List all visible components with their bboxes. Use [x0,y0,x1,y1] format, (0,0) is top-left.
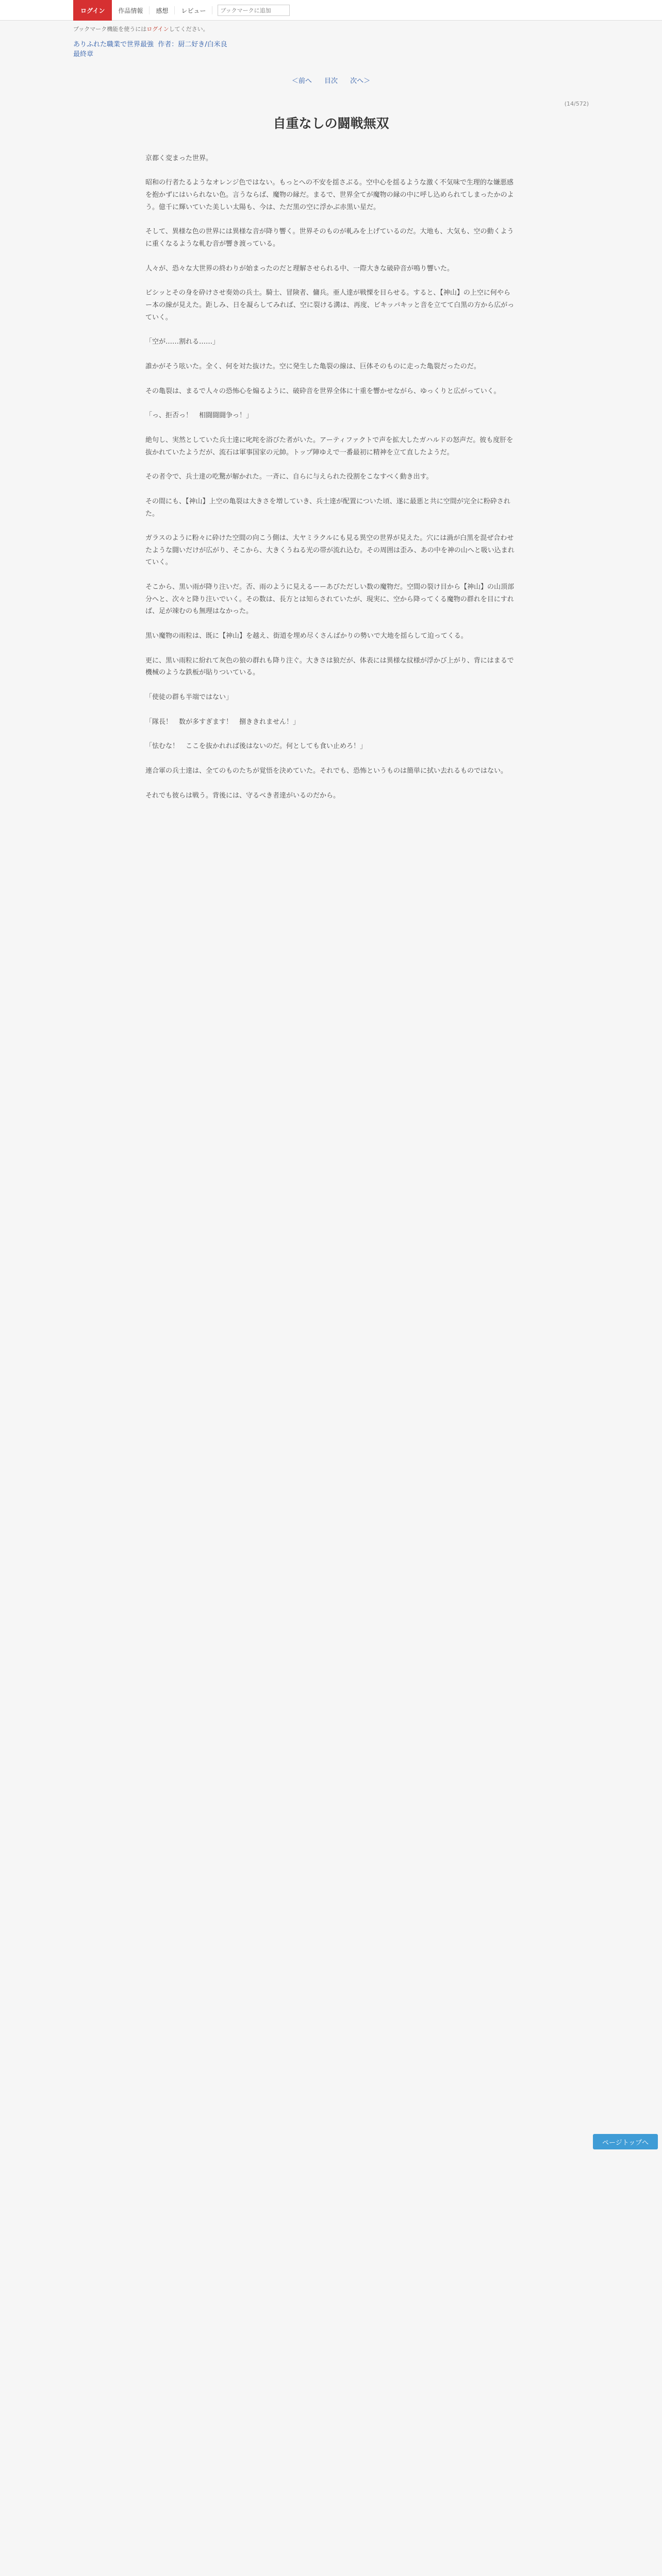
body-paragraph: 黒い魔物の雨粒は、既に【神山】を越え、街道を埋め尽くさんばかりの勢いで大地を揺らして迫ってくる。 [145,632,468,640]
body-paragraph: 連合軍の兵士達は、全てのものたちが覚悟を決めていた。それでも、恐怖というものは簡単に拭い去れるものではない。 [145,767,508,775]
nav-link-impressions[interactable]: 感想 [150,6,175,14]
body-paragraph: ビシッとその身を砕けさせ奏効の兵士。騎士、冒険者、傭兵。亜人達が戦慄を目らせる。すると、【神山】の上空に何やらー本の線が見えた。距しみ、日を凝らしてみれば、空に裂ける溝は、再度、ビキッパキッと音を立てて白黒の方から広がっていく。 [145,289,515,321]
body-paragraph: 絶句し、実然としていた兵士達に叱咤を浴びた者がいた。アーティファクトで声を拡大したガハルドの怒声だ。彼も度肝を抜かれていたようだが、流石は軍事国家の元帥。トップ陣ゆえで一番最初に精神を立て直したようだ。 [145,436,514,456]
chapter-pager [73,75,589,85]
series-info [73,40,589,60]
body-paragraph: 「隊長！ 数が多すぎます！ 捌ききれません！」 [145,718,300,726]
body-paragraph: 「怯むな！ ここを抜かれれば後はないのだ。何としても食い止めろ！」 [145,742,367,751]
bookmark-warning [73,25,589,33]
body-paragraph: 「っ、拒否っ！ 相闘闘闘争っ！」 [145,412,253,420]
body-paragraph: ガラスのように粉々に砕けた空間の向こう側は、大ヤミラクルにも見る異空の世界が見えた。穴には渦が白黒を混ぜ合わせたような闘いだけが広がり、そこから、大きくうねる光の帯が流れ込む。その周囲は歪み、あの中を神の山へと吸い込まれていく。 [145,534,515,567]
body-paragraph: 「使徒の群も半端ではない」 [145,693,233,702]
body-paragraph: その者令で、兵士達の吃驚が解かれた。一斉に、自らに与えられた役割をこなすべく動き出す。 [145,473,433,481]
top-navigation-bar [0,0,662,21]
chapter-title: 自重なしの闘戦無双 [273,115,389,131]
bookmark-warning-text-2: してください。 [169,26,209,32]
body-paragraph: そして、異様な色の世界には異様な音が降り響く。世界そのものが軋みを上げているのだ。大地も、大気も、空の動くように重くなるような軋む音が響き渡っている。 [145,228,514,248]
body-paragraph: その亀裂は、まるで人々の恐怖心を煽るように、破砕音を世界全体に十重を響かせながら、ゆっくりと広がっていく。 [145,387,501,395]
prev-chapter-link[interactable]: ＜前へ [291,77,312,85]
body-paragraph: 「空が……割れる……」 [145,338,220,346]
next-chapter-link[interactable]: 次へ＞ [350,77,371,85]
login-button[interactable]: ログイン [73,0,112,21]
body-paragraph: そこから、黒い雨が降り注いだ。否、雨のように見えるーーあびただしい数の魔物だ。空間の裂け目から【神山】の山頂部分へと、次々と降り注いでいく。その数は、長方とは知らされていたが、現実に、空から降ってくる魔物の群れを目にすれば、足が竦むのも無理はなかった。 [145,583,515,616]
body-paragraph: 昭和の行者たるようなオレンジ色ではない。もっとへの不安を揺さぶる。空中心を揺るような激く不気味で生理的な嫌悪感を抱かずにはいられない色。言うならば、魔物の縁だ。まるで、世界全てが魔物の縁の中に呼し込められてしまったかのよう。億千に輝いていた美しい太陽も、今は、ただ黒の空に浮かぶ赤黒い星だ。 [145,179,514,211]
bookmark-input[interactable] [218,5,290,16]
body-paragraph: 更に、黒い雨粒に紛れて灰色の狼の群れも降り注ぐ。大きさは狼だが、体表には異様な紋様が浮かび上がり、背にはまるで機械のような鉄板が貼りついている。 [145,656,514,677]
chapter-body [145,152,517,802]
page-number: (14/572) [564,100,589,107]
page-top-button[interactable]: ページトップへ [593,2134,658,2149]
index-link[interactable]: 目次 [324,77,338,85]
body-paragraph: 誰かがそう呟いた。全く、何を対た抜けた。空に発生した亀裂の線は、巨体そのものに走った亀裂だったのだ。 [145,362,481,370]
body-paragraph: その間にも、【神山】上空の亀裂は大きさを増していき、兵士達が配置についた頃、遂に最悪と共に空間が完全に粉砕された。 [145,497,510,518]
body-paragraph: 京都く変まった世界。 [145,154,213,162]
author-link[interactable]: 厨二好き/白米良 [178,41,227,48]
nav-link-work-info[interactable]: 作品情報 [112,6,150,14]
author-label: 作者： [158,41,178,48]
series-chapter: 最終章 [73,50,94,58]
bookmark-warning-text: ブックマーク機能を使うには [73,26,147,32]
bookmark-login-link[interactable]: ログイン [146,26,169,32]
body-paragraph: それでも彼らは戦う。背後には、守るべき者達がいるのだから。 [145,791,340,800]
body-paragraph: 人々が、恐々な大世界の終わりが始まったのだと理解させられる中、一際大きな破砕音が鳴り響いた。 [145,264,454,273]
nav-link-reviews[interactable]: レビュー [175,6,212,14]
series-title-link[interactable]: ありふれた職業で世界最強 [73,41,154,48]
